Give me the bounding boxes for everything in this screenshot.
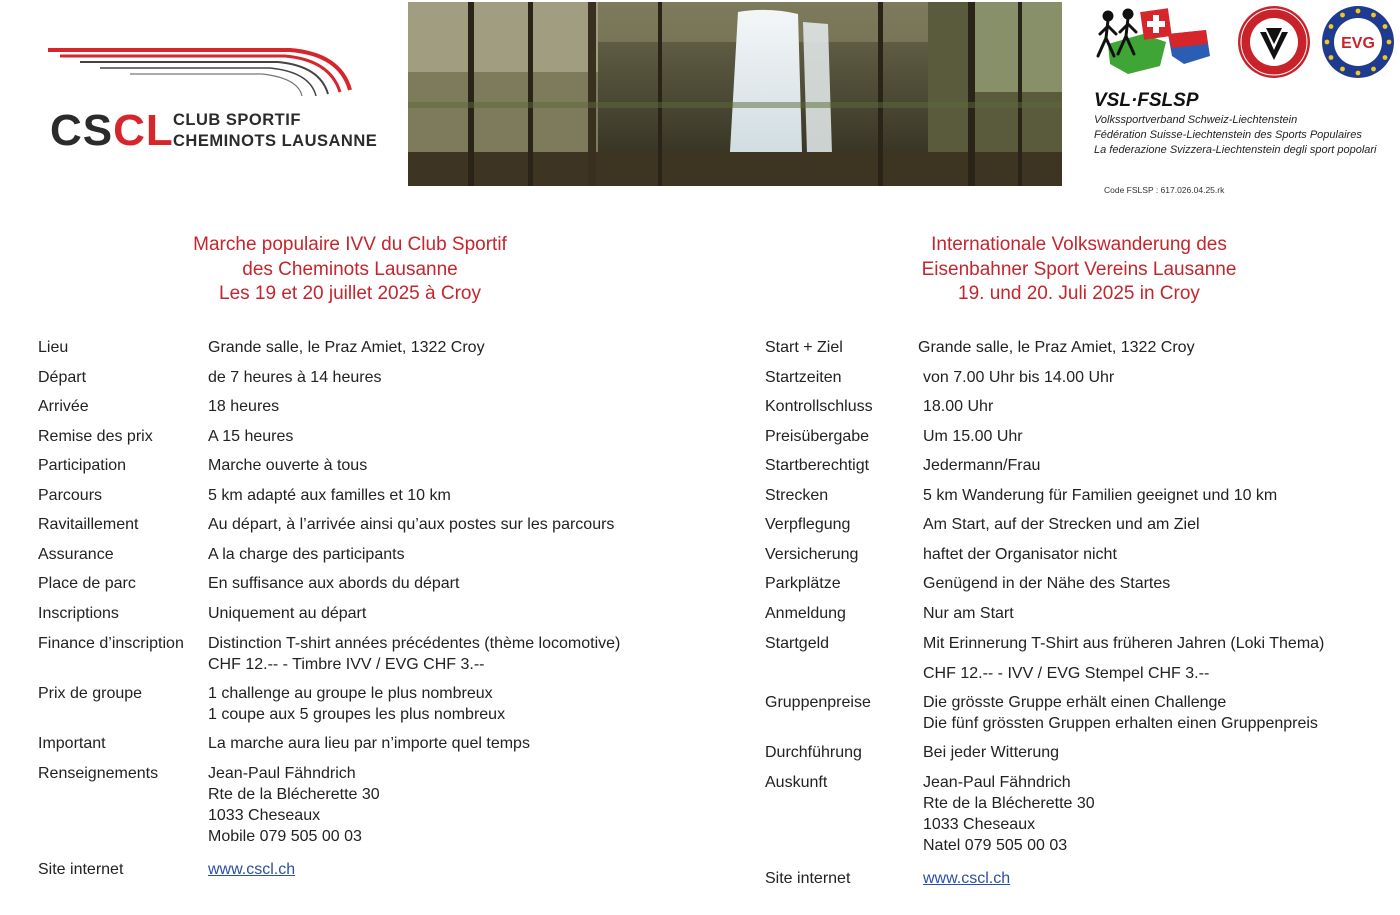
- french-row-value: [208, 544, 405, 565]
- german-row-label: Auskunft: [765, 774, 828, 791]
- french-row-value-line: Mobile 079 505 00 03: [208, 828, 362, 845]
- french-row-value: [208, 337, 485, 358]
- french-row-label: Prix de groupe: [38, 685, 143, 702]
- vsl-line-it: La federazione Svizzera-Liechtenstein degli sport popolari: [1094, 144, 1377, 156]
- waterfall-photo: [408, 2, 1062, 186]
- french-row-label: Parcours: [38, 487, 103, 504]
- german-row-value: [923, 485, 1277, 506]
- ivv-emblem-icon: [1236, 4, 1312, 80]
- cscl-club-name: [173, 110, 377, 152]
- german-row-value-line: 5 km Wanderung für Familien geeignet und 10 km: [923, 487, 1278, 504]
- vsl-title: VSL·FSLSP: [1094, 90, 1199, 111]
- german-row-value-line: Am Start, auf der Strecken und am Ziel: [923, 516, 1200, 533]
- french-row-value-line: En suffisance aux abords du départ: [208, 575, 460, 592]
- french-row-value-line: La marche aura lieu par n’importe quel temps: [208, 735, 530, 752]
- french-row-value-line: de 7 heures à 14 heures: [208, 369, 382, 386]
- german-row-label: Preisübergabe: [765, 428, 870, 445]
- german-row-value-line: 1033 Cheseaux: [923, 816, 1036, 833]
- german-row-value-line: Jean-Paul Fähndrich: [923, 774, 1071, 791]
- french-row-value: [208, 426, 293, 447]
- german-row-value: [923, 367, 1114, 388]
- german-row-label: Anmeldung: [765, 605, 846, 622]
- french-row-value: [208, 514, 614, 535]
- title-german-line1: Internationale Volkswanderung des: [931, 234, 1227, 255]
- fslsp-code: Code FSLSP : 617.026.04.25.rk: [1104, 185, 1225, 195]
- french-row-label: Arrivée: [38, 398, 89, 415]
- german-row-label: Parkplätze: [765, 575, 841, 592]
- french-row-label: Remise des prix: [38, 428, 153, 445]
- german-row-value: [923, 692, 1318, 734]
- evg-emblem-icon: [1320, 4, 1396, 80]
- german-row-label: Durchführung: [765, 744, 862, 761]
- german-row-label: Versicherung: [765, 546, 859, 563]
- french-row-value: [208, 396, 279, 417]
- french-row-value: [208, 573, 459, 594]
- german-row-value-line: Mit Erinnerung T-Shirt aus früheren Jahren (Loki Thema): [923, 635, 1325, 652]
- french-row-label: Renseignements: [38, 765, 159, 782]
- french-row-label: Inscriptions: [38, 605, 119, 622]
- title-french-line1: Marche populaire IVV du Club Sportif: [193, 234, 507, 255]
- german-row-value-line: haftet der Organisator nicht: [923, 546, 1117, 563]
- vsl-line-de: Volkssportverband Schweiz-Liechtenstein: [1094, 114, 1298, 126]
- german-row-value-line: CHF 12.-- - IVV / EVG Stempel CHF 3.--: [923, 665, 1210, 682]
- french-row-value-line: Au départ, à l’arrivée ainsi qu’aux postes sur les parcours: [208, 516, 615, 533]
- title-german-line3: 19. und 20. Juli 2025 in Croy: [958, 283, 1200, 304]
- french-row-value-line: 18 heures: [208, 398, 280, 415]
- french-row-label: Finance d’inscription: [38, 635, 184, 652]
- french-row-value: [208, 367, 381, 388]
- german-row-label: Startgeld: [765, 635, 830, 652]
- german-row-value: [923, 772, 1095, 856]
- german-row-value: [923, 544, 1117, 565]
- train-swoosh-icon: [40, 40, 360, 110]
- german-row-label: Site internet: [765, 870, 851, 887]
- german-row-value: [923, 573, 1170, 594]
- french-row-label: Important: [38, 735, 106, 752]
- french-row-value: [208, 683, 505, 725]
- french-row-value-line: A la charge des participants: [208, 546, 405, 563]
- german-row-value: [918, 337, 1195, 358]
- french-row-value-line: CHF 12.-- - Timbre IVV / EVG CHF 3.--: [208, 656, 485, 673]
- cscl-letters-l: L: [145, 106, 174, 155]
- german-row-label: Verpflegung: [765, 516, 851, 533]
- cscl-letters-cs: CS: [50, 106, 114, 155]
- german-row-value-line: Um 15.00 Uhr: [923, 428, 1023, 445]
- french-row-value-line: Distinction T-shirt années précédentes (thème locomotive): [208, 635, 621, 652]
- german-row-value: [923, 603, 1014, 624]
- title-french: [150, 233, 550, 307]
- waterfall-image: [408, 2, 1062, 186]
- cscl-letters-c: C: [113, 106, 146, 155]
- german-row-value-line: Genügend in der Nähe des Startes: [923, 575, 1171, 592]
- german-row-value: [923, 396, 993, 417]
- cscl-letters: [50, 106, 174, 156]
- cscl-name-line2: CHEMINOTS LAUSANNE: [173, 132, 378, 150]
- german-row-value: [923, 455, 1040, 476]
- title-french-line2: des Cheminots Lausanne: [242, 258, 458, 280]
- title-french-line3: Les 19 et 20 juillet 2025 à Croy: [219, 283, 481, 304]
- french-row-value-line: 1 challenge au groupe le plus nombreux: [208, 685, 493, 702]
- title-german-line2: Eisenbahner Sport Vereins Lausanne: [921, 258, 1237, 280]
- vsl-line-fr: Fédération Suisse-Liechtenstein des Sports Populaires: [1094, 129, 1362, 141]
- german-row-value-line: Grande salle, le Praz Amiet, 1322 Croy: [918, 339, 1195, 356]
- german-row-value: [923, 426, 1023, 447]
- french-row-label: Participation: [38, 457, 127, 474]
- german-row-value: [923, 868, 1010, 889]
- german-row-value-line: Die fünf grössten Gruppen erhalten einen Gruppenpreis: [923, 715, 1318, 732]
- vsl-walkers-map-icon: [1088, 4, 1218, 84]
- french-row-value-line: Grande salle, le Praz Amiet, 1322 Croy: [208, 339, 485, 356]
- french-row-label: Site internet: [38, 861, 124, 878]
- cscl-logo: [40, 40, 380, 160]
- french-row-value-line: Rte de la Blécherette 30: [208, 786, 380, 803]
- french-row-value-line: 5 km adapté aux familles et 10 km: [208, 487, 451, 504]
- german-row-label: Kontrollschluss: [765, 398, 873, 415]
- french-row-label: Place de parc: [38, 575, 136, 592]
- german-row-label: Start + Ziel: [765, 339, 843, 356]
- french-row-value: [208, 633, 620, 675]
- german-row-label: Startzeiten: [765, 369, 842, 386]
- french-row-value: [208, 733, 530, 754]
- french-row-label: Ravitaillement: [38, 516, 139, 533]
- german-row-value: [923, 742, 1059, 763]
- french-row-value-line: Marche ouverte à tous: [208, 457, 368, 474]
- website-link[interactable]: www.cscl.ch: [208, 861, 296, 878]
- german-row-value-line: Jedermann/Frau: [923, 457, 1041, 474]
- french-row-value-line: 1 coupe aux 5 groupes les plus nombreux: [208, 706, 506, 723]
- french-row-value: [208, 485, 451, 506]
- german-row-value-line: Nur am Start: [923, 605, 1014, 622]
- website-link[interactable]: www.cscl.ch: [923, 870, 1011, 887]
- german-row-value-line: Die grösste Gruppe erhält einen Challenge: [923, 694, 1227, 711]
- german-row-value-line: von 7.00 Uhr bis 14.00 Uhr: [923, 369, 1115, 386]
- french-row-value: [208, 603, 366, 624]
- french-row-value: [208, 763, 380, 847]
- german-row-value: [923, 633, 1324, 654]
- french-row-value-line: Jean-Paul Fähndrich: [208, 765, 356, 782]
- evg-badge-text: EVG: [1341, 35, 1375, 52]
- german-row-value-line: Rte de la Blécherette 30: [923, 795, 1095, 812]
- german-row-label: Gruppenpreise: [765, 694, 871, 711]
- cscl-name-line1: CLUB SPORTIF: [173, 111, 301, 129]
- german-row-value-line: Natel 079 505 00 03: [923, 837, 1068, 854]
- german-row-value: [923, 514, 1200, 535]
- german-row-label: Strecken: [765, 487, 829, 504]
- french-row-label: Départ: [38, 369, 87, 386]
- german-row-label: Startberechtigt: [765, 457, 870, 474]
- german-row-value: [923, 663, 1209, 684]
- title-german: [879, 233, 1279, 307]
- german-row-value-line: 18.00 Uhr: [923, 398, 994, 415]
- german-row-value-line: Bei jeder Witterung: [923, 744, 1060, 761]
- french-row-label: Assurance: [38, 546, 114, 563]
- french-row-value: [208, 859, 295, 880]
- french-row-value-line: 1033 Cheseaux: [208, 807, 321, 824]
- vsl-fslsp-logo-block: [1088, 4, 1398, 200]
- french-row-value-line: Uniquement au départ: [208, 605, 367, 622]
- french-row-value-line: A 15 heures: [208, 428, 294, 445]
- french-row-value: [208, 455, 367, 476]
- french-row-label: Lieu: [38, 339, 69, 356]
